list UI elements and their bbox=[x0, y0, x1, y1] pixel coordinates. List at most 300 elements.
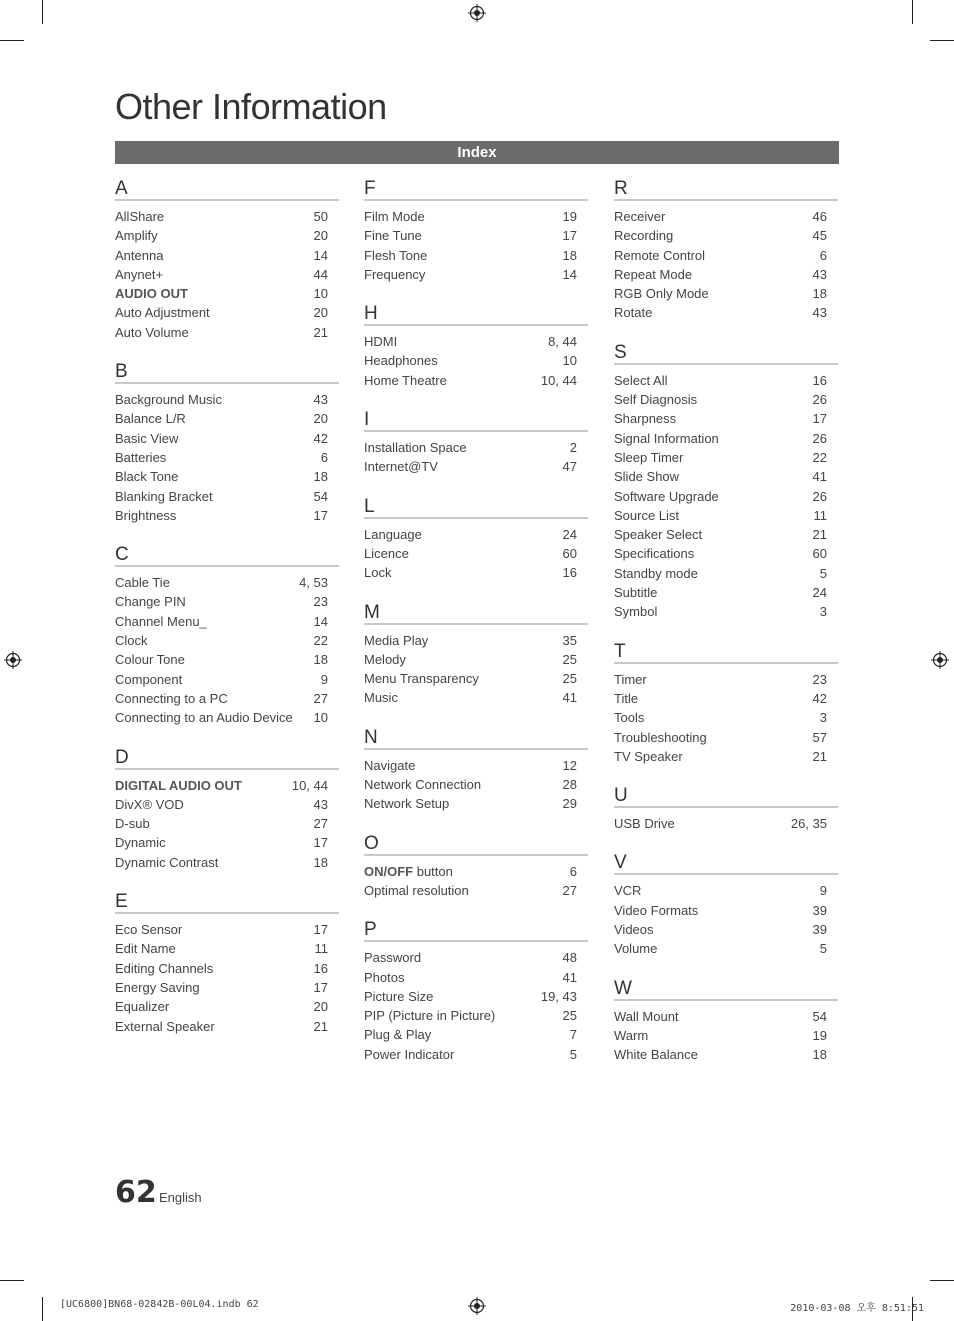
crop-mark bbox=[42, 0, 43, 24]
index-page-ref: 14 bbox=[313, 613, 328, 629]
index-page-ref: 9 bbox=[320, 671, 328, 687]
index-term-text: Sharpness bbox=[614, 411, 677, 427]
index-entry bbox=[614, 284, 838, 303]
index-term-text: DivX® VOD bbox=[115, 796, 184, 812]
index-entry bbox=[614, 747, 838, 766]
index-page-ref: 43 bbox=[812, 266, 827, 282]
index-page-ref: 18 bbox=[313, 854, 328, 870]
index-term bbox=[364, 226, 422, 245]
index-term bbox=[115, 814, 150, 833]
index-entry bbox=[115, 303, 339, 322]
index-term-text: DIGITAL AUDIO OUT bbox=[115, 777, 242, 793]
index-term bbox=[614, 487, 719, 506]
index-page-ref: 3 bbox=[819, 710, 827, 726]
index-term-text: Colour Tone bbox=[115, 652, 185, 668]
index-entry bbox=[364, 438, 588, 457]
index-page-ref: 20 bbox=[313, 411, 328, 427]
index-term-text: Connecting to a PC bbox=[115, 690, 228, 706]
index-entry bbox=[614, 920, 838, 939]
index-entry bbox=[115, 506, 339, 525]
section-letter: A bbox=[115, 176, 339, 201]
index-term bbox=[614, 246, 705, 265]
index-term-text: Amplify bbox=[115, 228, 158, 244]
index-term-text: Software Upgrade bbox=[614, 488, 719, 504]
index-page-ref: 14 bbox=[313, 247, 328, 263]
index-term-text: Media Play bbox=[364, 632, 429, 648]
index-entry bbox=[614, 226, 838, 245]
index-term-text: Specifications bbox=[614, 546, 695, 562]
section-letter: L bbox=[364, 494, 588, 519]
section-letter: P bbox=[364, 917, 588, 942]
index-term bbox=[364, 631, 428, 650]
index-term-text: Standby mode bbox=[614, 565, 698, 581]
index-page-ref: 23 bbox=[313, 594, 328, 610]
index-page-ref: 23 bbox=[812, 671, 827, 687]
index-page-ref: 26 bbox=[812, 430, 827, 446]
index-page-ref: 18 bbox=[812, 1047, 827, 1063]
index-term-text: Auto Adjustment bbox=[115, 305, 210, 321]
index-page-ref: 19, 43 bbox=[540, 988, 577, 1004]
index-term-text: Anynet+ bbox=[115, 266, 164, 282]
index-term-text: Edit Name bbox=[115, 941, 176, 957]
index-page-ref: 12 bbox=[562, 757, 577, 773]
index-term bbox=[115, 650, 185, 669]
index-page-ref: 28 bbox=[562, 777, 577, 793]
index-entry bbox=[614, 1007, 838, 1026]
section-letter: C bbox=[115, 542, 339, 567]
index-term bbox=[364, 265, 425, 284]
index-term bbox=[364, 1006, 495, 1025]
index-term-text: White Balance bbox=[614, 1047, 698, 1063]
index-term-text: Music bbox=[364, 690, 398, 706]
index-page-ref: 21 bbox=[812, 748, 827, 764]
index-entry bbox=[364, 794, 588, 813]
index-term-text: Navigate bbox=[364, 757, 416, 773]
index-term-text: Black Tone bbox=[115, 469, 179, 485]
index-term-text: TV Speaker bbox=[614, 748, 683, 764]
index-entry bbox=[115, 246, 339, 265]
index-page-ref: 42 bbox=[812, 690, 827, 706]
index-term bbox=[364, 351, 438, 370]
index-term-text: Fine Tune bbox=[364, 228, 422, 244]
index-term-text: Video Formats bbox=[614, 902, 699, 918]
index-section-b bbox=[115, 359, 339, 525]
index-entry bbox=[364, 1006, 588, 1025]
index-term-text: AllShare bbox=[115, 209, 165, 224]
index-page-ref: 16 bbox=[562, 565, 577, 581]
index-term-text: Connecting to an Audio Device bbox=[115, 710, 293, 726]
index-page-ref: 17 bbox=[313, 507, 328, 523]
index-term-text: Flesh Tone bbox=[364, 247, 428, 263]
index-entry bbox=[115, 573, 339, 592]
index-term-text: External Speaker bbox=[115, 1018, 215, 1034]
index-term-text: Basic View bbox=[115, 430, 179, 446]
index-page-ref: 26, 35 bbox=[790, 816, 827, 832]
index-term-text: Dynamic bbox=[115, 835, 166, 851]
registration-mark-icon bbox=[4, 651, 22, 669]
index-entry bbox=[364, 948, 588, 967]
index-page-ref: 39 bbox=[812, 922, 827, 938]
index-term bbox=[614, 1045, 698, 1064]
index-term bbox=[115, 997, 169, 1016]
crop-mark bbox=[930, 40, 954, 41]
index-page-ref: 10 bbox=[313, 286, 328, 302]
index-page-ref: 16 bbox=[812, 372, 827, 388]
index-term bbox=[614, 467, 679, 486]
index-term bbox=[364, 756, 415, 775]
index-term-text: Change PIN bbox=[115, 594, 186, 610]
index-entry bbox=[364, 775, 588, 794]
index-term-text: Component bbox=[115, 671, 183, 687]
index-term bbox=[364, 688, 398, 707]
index-entry bbox=[364, 862, 588, 881]
index-term-text: Optimal resolution bbox=[364, 882, 469, 898]
index-page-ref: 20 bbox=[313, 999, 328, 1015]
index-entry bbox=[115, 853, 339, 872]
index-term-text: Installation Space bbox=[364, 440, 467, 456]
index-page-ref: 54 bbox=[313, 488, 328, 504]
index-term bbox=[364, 968, 404, 987]
index-term-text: Sleep Timer bbox=[614, 449, 684, 465]
index-page-ref: 18 bbox=[313, 469, 328, 485]
index-page-ref: 26 bbox=[812, 488, 827, 504]
index-term bbox=[115, 246, 163, 265]
index-page-ref: 43 bbox=[313, 796, 328, 812]
index-term bbox=[115, 689, 228, 708]
index-page-ref: 18 bbox=[313, 652, 328, 668]
index-entry bbox=[115, 650, 339, 669]
index-page-ref: 29 bbox=[562, 796, 577, 812]
index-entry bbox=[115, 670, 339, 689]
section-letter: U bbox=[614, 783, 838, 808]
index-term bbox=[614, 409, 676, 428]
index-term bbox=[614, 708, 644, 727]
index-entry bbox=[614, 371, 838, 390]
index-section-p bbox=[364, 917, 588, 1064]
index-term bbox=[115, 487, 213, 506]
index-entry bbox=[115, 959, 339, 978]
index-term-text: Subtitle bbox=[614, 585, 658, 601]
index-entry bbox=[614, 1026, 838, 1045]
index-page-ref: 43 bbox=[313, 392, 328, 408]
index-term bbox=[115, 978, 200, 997]
index-page-ref: 10, 44 bbox=[540, 372, 577, 388]
index-term-text: Receiver bbox=[614, 209, 666, 224]
index-entry bbox=[614, 901, 838, 920]
index-term-text: Licence bbox=[364, 545, 409, 561]
index-term-text: Melody bbox=[364, 651, 406, 667]
index-section-a bbox=[115, 176, 339, 342]
index-page-ref: 14 bbox=[562, 266, 577, 282]
index-entry bbox=[364, 265, 588, 284]
index-term-text: Recording bbox=[614, 228, 674, 244]
index-page-ref: 7 bbox=[569, 1027, 577, 1043]
index-term bbox=[115, 959, 213, 978]
index-entry bbox=[614, 207, 838, 226]
index-term bbox=[614, 207, 665, 226]
index-term-text: PIP (Picture in Picture) bbox=[364, 1008, 496, 1024]
index-term bbox=[115, 448, 166, 467]
index-term bbox=[614, 901, 698, 920]
index-entry bbox=[364, 968, 588, 987]
index-term-text: Channel Menu_ bbox=[115, 613, 207, 629]
index-section-r bbox=[614, 176, 838, 323]
page-language: English bbox=[159, 1190, 202, 1205]
index-term-text: Dynamic Contrast bbox=[115, 854, 219, 870]
index-entry bbox=[115, 795, 339, 814]
index-term bbox=[364, 457, 438, 476]
index-term-text: Wall Mount bbox=[614, 1008, 679, 1024]
index-term bbox=[614, 920, 654, 939]
index-page-ref: 4, 53 bbox=[299, 575, 328, 591]
index-term bbox=[614, 583, 657, 602]
index-entry bbox=[115, 1017, 339, 1036]
index-page-ref: 22 bbox=[812, 449, 827, 465]
section-letter: O bbox=[364, 831, 588, 856]
index-term-text: Remote Control bbox=[614, 247, 706, 263]
index-term bbox=[115, 284, 188, 303]
page-title: Other Information bbox=[115, 86, 387, 127]
index-term bbox=[115, 323, 189, 342]
index-term-text: Batteries bbox=[115, 449, 167, 465]
index-term bbox=[364, 794, 449, 813]
index-term-text: Frequency bbox=[364, 266, 426, 282]
crop-mark bbox=[0, 40, 24, 41]
index-page-ref: 6 bbox=[819, 247, 827, 263]
index-page-ref: 26 bbox=[812, 392, 827, 408]
index-entry bbox=[614, 814, 838, 833]
registration-mark-icon bbox=[468, 4, 486, 22]
index-page-ref: 9 bbox=[819, 883, 827, 899]
index-entry bbox=[115, 323, 339, 342]
index-section-w bbox=[614, 976, 838, 1065]
index-term bbox=[614, 728, 707, 747]
index-entry bbox=[614, 303, 838, 322]
index-term bbox=[364, 881, 469, 900]
index-term-text: Menu Transparency bbox=[364, 671, 479, 687]
index-term bbox=[364, 371, 447, 390]
index-entry bbox=[115, 814, 339, 833]
index-page-ref: 41 bbox=[562, 969, 577, 985]
index-page-ref: 17 bbox=[313, 922, 328, 938]
index-term-text: Repeat Mode bbox=[614, 266, 693, 282]
index-term bbox=[115, 592, 186, 611]
index-term-text: VCR bbox=[614, 883, 642, 899]
index-entry bbox=[115, 833, 339, 852]
index-entry bbox=[364, 525, 588, 544]
index-page-ref: 5 bbox=[819, 941, 827, 957]
index-term-text: Photos bbox=[364, 969, 405, 985]
index-term-text: Energy Saving bbox=[115, 979, 200, 995]
index-term-text: Cable Tie bbox=[115, 575, 170, 591]
index-section-c bbox=[115, 542, 339, 727]
index-term-text: Signal Information bbox=[614, 430, 719, 446]
index-term-text: Symbol bbox=[614, 604, 658, 620]
index-entry bbox=[614, 246, 838, 265]
index-term bbox=[614, 670, 647, 689]
index-page-ref: 25 bbox=[562, 1008, 577, 1024]
index-term bbox=[364, 669, 479, 688]
index-entry bbox=[364, 332, 588, 351]
index-page-ref: 47 bbox=[562, 459, 577, 475]
index-section-f bbox=[364, 176, 588, 284]
index-entry bbox=[115, 487, 339, 506]
index-page-ref: 46 bbox=[812, 209, 827, 224]
index-term-text: Antenna bbox=[115, 247, 164, 263]
index-page-ref: 10 bbox=[562, 353, 577, 369]
index-term bbox=[115, 226, 158, 245]
index-entry bbox=[614, 429, 838, 448]
index-term bbox=[614, 602, 657, 621]
index-page-ref: 19 bbox=[812, 1027, 827, 1043]
index-term-text: HDMI bbox=[364, 334, 398, 350]
index-term bbox=[614, 1007, 679, 1026]
index-term bbox=[614, 448, 683, 467]
index-entry bbox=[364, 650, 588, 669]
index-page-ref: 11 bbox=[314, 941, 328, 957]
index-column-3 bbox=[614, 176, 838, 1082]
index-term bbox=[614, 371, 667, 390]
index-term-text: Troubleshooting bbox=[614, 729, 707, 745]
index-term-text: Network Connection bbox=[364, 777, 482, 793]
index-term bbox=[364, 1045, 454, 1064]
index-page-ref: 2 bbox=[569, 440, 577, 456]
section-letter: R bbox=[614, 176, 838, 201]
index-entry bbox=[115, 978, 339, 997]
index-section-h bbox=[364, 301, 588, 390]
index-page-ref: 8, 44 bbox=[548, 334, 577, 350]
index-term bbox=[364, 650, 406, 669]
index-section-i bbox=[364, 407, 588, 477]
section-letter: T bbox=[614, 639, 838, 664]
index-term bbox=[115, 390, 222, 409]
index-page-ref: 11 bbox=[813, 507, 827, 523]
index-term-text: Brightness bbox=[115, 507, 177, 523]
index-term bbox=[364, 1025, 431, 1044]
index-page-ref: 41 bbox=[812, 469, 827, 485]
index-term bbox=[364, 775, 481, 794]
section-letter: S bbox=[614, 340, 838, 365]
index-term bbox=[115, 920, 182, 939]
index-page-ref: 10, 44 bbox=[291, 777, 328, 793]
index-section-n bbox=[364, 725, 588, 814]
index-term-text: Warm bbox=[614, 1027, 649, 1043]
index-term bbox=[115, 776, 242, 795]
index-term bbox=[364, 544, 409, 563]
index-page-ref: 5 bbox=[569, 1046, 577, 1062]
index-term bbox=[364, 948, 421, 967]
index-term bbox=[364, 332, 397, 351]
section-letter: B bbox=[115, 359, 339, 384]
registration-mark-icon bbox=[468, 1297, 486, 1315]
index-term bbox=[364, 987, 433, 1006]
index-page-ref: 20 bbox=[313, 305, 328, 321]
index-page-ref: 45 bbox=[812, 228, 827, 244]
index-page-ref: 42 bbox=[313, 430, 328, 446]
index-term-suffix: button bbox=[413, 863, 453, 879]
index-term bbox=[115, 631, 148, 650]
index-page-ref: 43 bbox=[812, 305, 827, 321]
index-term bbox=[614, 284, 709, 303]
index-term bbox=[614, 1026, 648, 1045]
index-entry bbox=[115, 631, 339, 650]
index-term bbox=[614, 525, 702, 544]
index-term bbox=[614, 689, 638, 708]
index-term bbox=[614, 265, 692, 284]
index-term-text: Clock bbox=[115, 633, 148, 649]
index-section-e bbox=[115, 889, 339, 1036]
index-term-text: Select All bbox=[614, 372, 668, 388]
index-section-s bbox=[614, 340, 838, 622]
index-page-ref: 27 bbox=[562, 882, 577, 898]
index-term-text: Equalizer bbox=[115, 999, 170, 1015]
index-entry bbox=[364, 631, 588, 650]
index-entry bbox=[115, 284, 339, 303]
index-page-ref: 48 bbox=[562, 950, 577, 966]
index-term bbox=[115, 612, 207, 631]
index-page-ref: 41 bbox=[562, 690, 577, 706]
index-entry bbox=[364, 1025, 588, 1044]
index-term bbox=[614, 564, 698, 583]
index-term bbox=[364, 246, 427, 265]
index-entry bbox=[115, 409, 339, 428]
index-term bbox=[614, 747, 683, 766]
index-entry bbox=[614, 708, 838, 727]
index-page-ref: 21 bbox=[313, 324, 328, 340]
index-page-ref: 17 bbox=[313, 835, 328, 851]
index-entry bbox=[614, 265, 838, 284]
index-entry bbox=[614, 448, 838, 467]
index-term bbox=[364, 862, 453, 881]
index-entry bbox=[115, 776, 339, 795]
index-section-m bbox=[364, 600, 588, 708]
index-entry bbox=[614, 390, 838, 409]
index-term-text: Title bbox=[614, 690, 639, 706]
index-header-bar: Index bbox=[115, 141, 839, 164]
index-column-2 bbox=[364, 176, 588, 1081]
index-entry bbox=[364, 207, 588, 226]
index-page-ref: 5 bbox=[819, 565, 827, 581]
index-entry bbox=[115, 390, 339, 409]
index-page-ref: 24 bbox=[562, 526, 577, 542]
index-page-ref: 17 bbox=[313, 979, 328, 995]
index-entry bbox=[115, 207, 339, 226]
index-section-o bbox=[364, 831, 588, 901]
index-term bbox=[115, 467, 178, 486]
index-section-v bbox=[614, 850, 838, 958]
index-entry bbox=[364, 563, 588, 582]
index-term-text: RGB Only Mode bbox=[614, 286, 709, 302]
index-term-text: AUDIO OUT bbox=[115, 286, 188, 302]
index-term-text: Videos bbox=[614, 922, 654, 938]
crop-mark bbox=[0, 1280, 24, 1281]
index-term-text: Volume bbox=[614, 941, 658, 957]
index-term-text: USB Drive bbox=[614, 816, 675, 832]
section-letter: E bbox=[115, 889, 339, 914]
index-entry bbox=[115, 265, 339, 284]
index-term bbox=[115, 506, 176, 525]
index-term bbox=[364, 207, 425, 226]
index-page-ref: 27 bbox=[313, 816, 328, 832]
index-term bbox=[364, 563, 391, 582]
index-entry bbox=[364, 371, 588, 390]
index-section-l bbox=[364, 494, 588, 583]
index-term-text: Auto Volume bbox=[115, 324, 189, 340]
index-term-text: Network Setup bbox=[364, 796, 450, 812]
index-term-text: ON/OFF bbox=[364, 863, 414, 879]
index-term bbox=[115, 265, 163, 284]
section-letter: M bbox=[364, 600, 588, 625]
